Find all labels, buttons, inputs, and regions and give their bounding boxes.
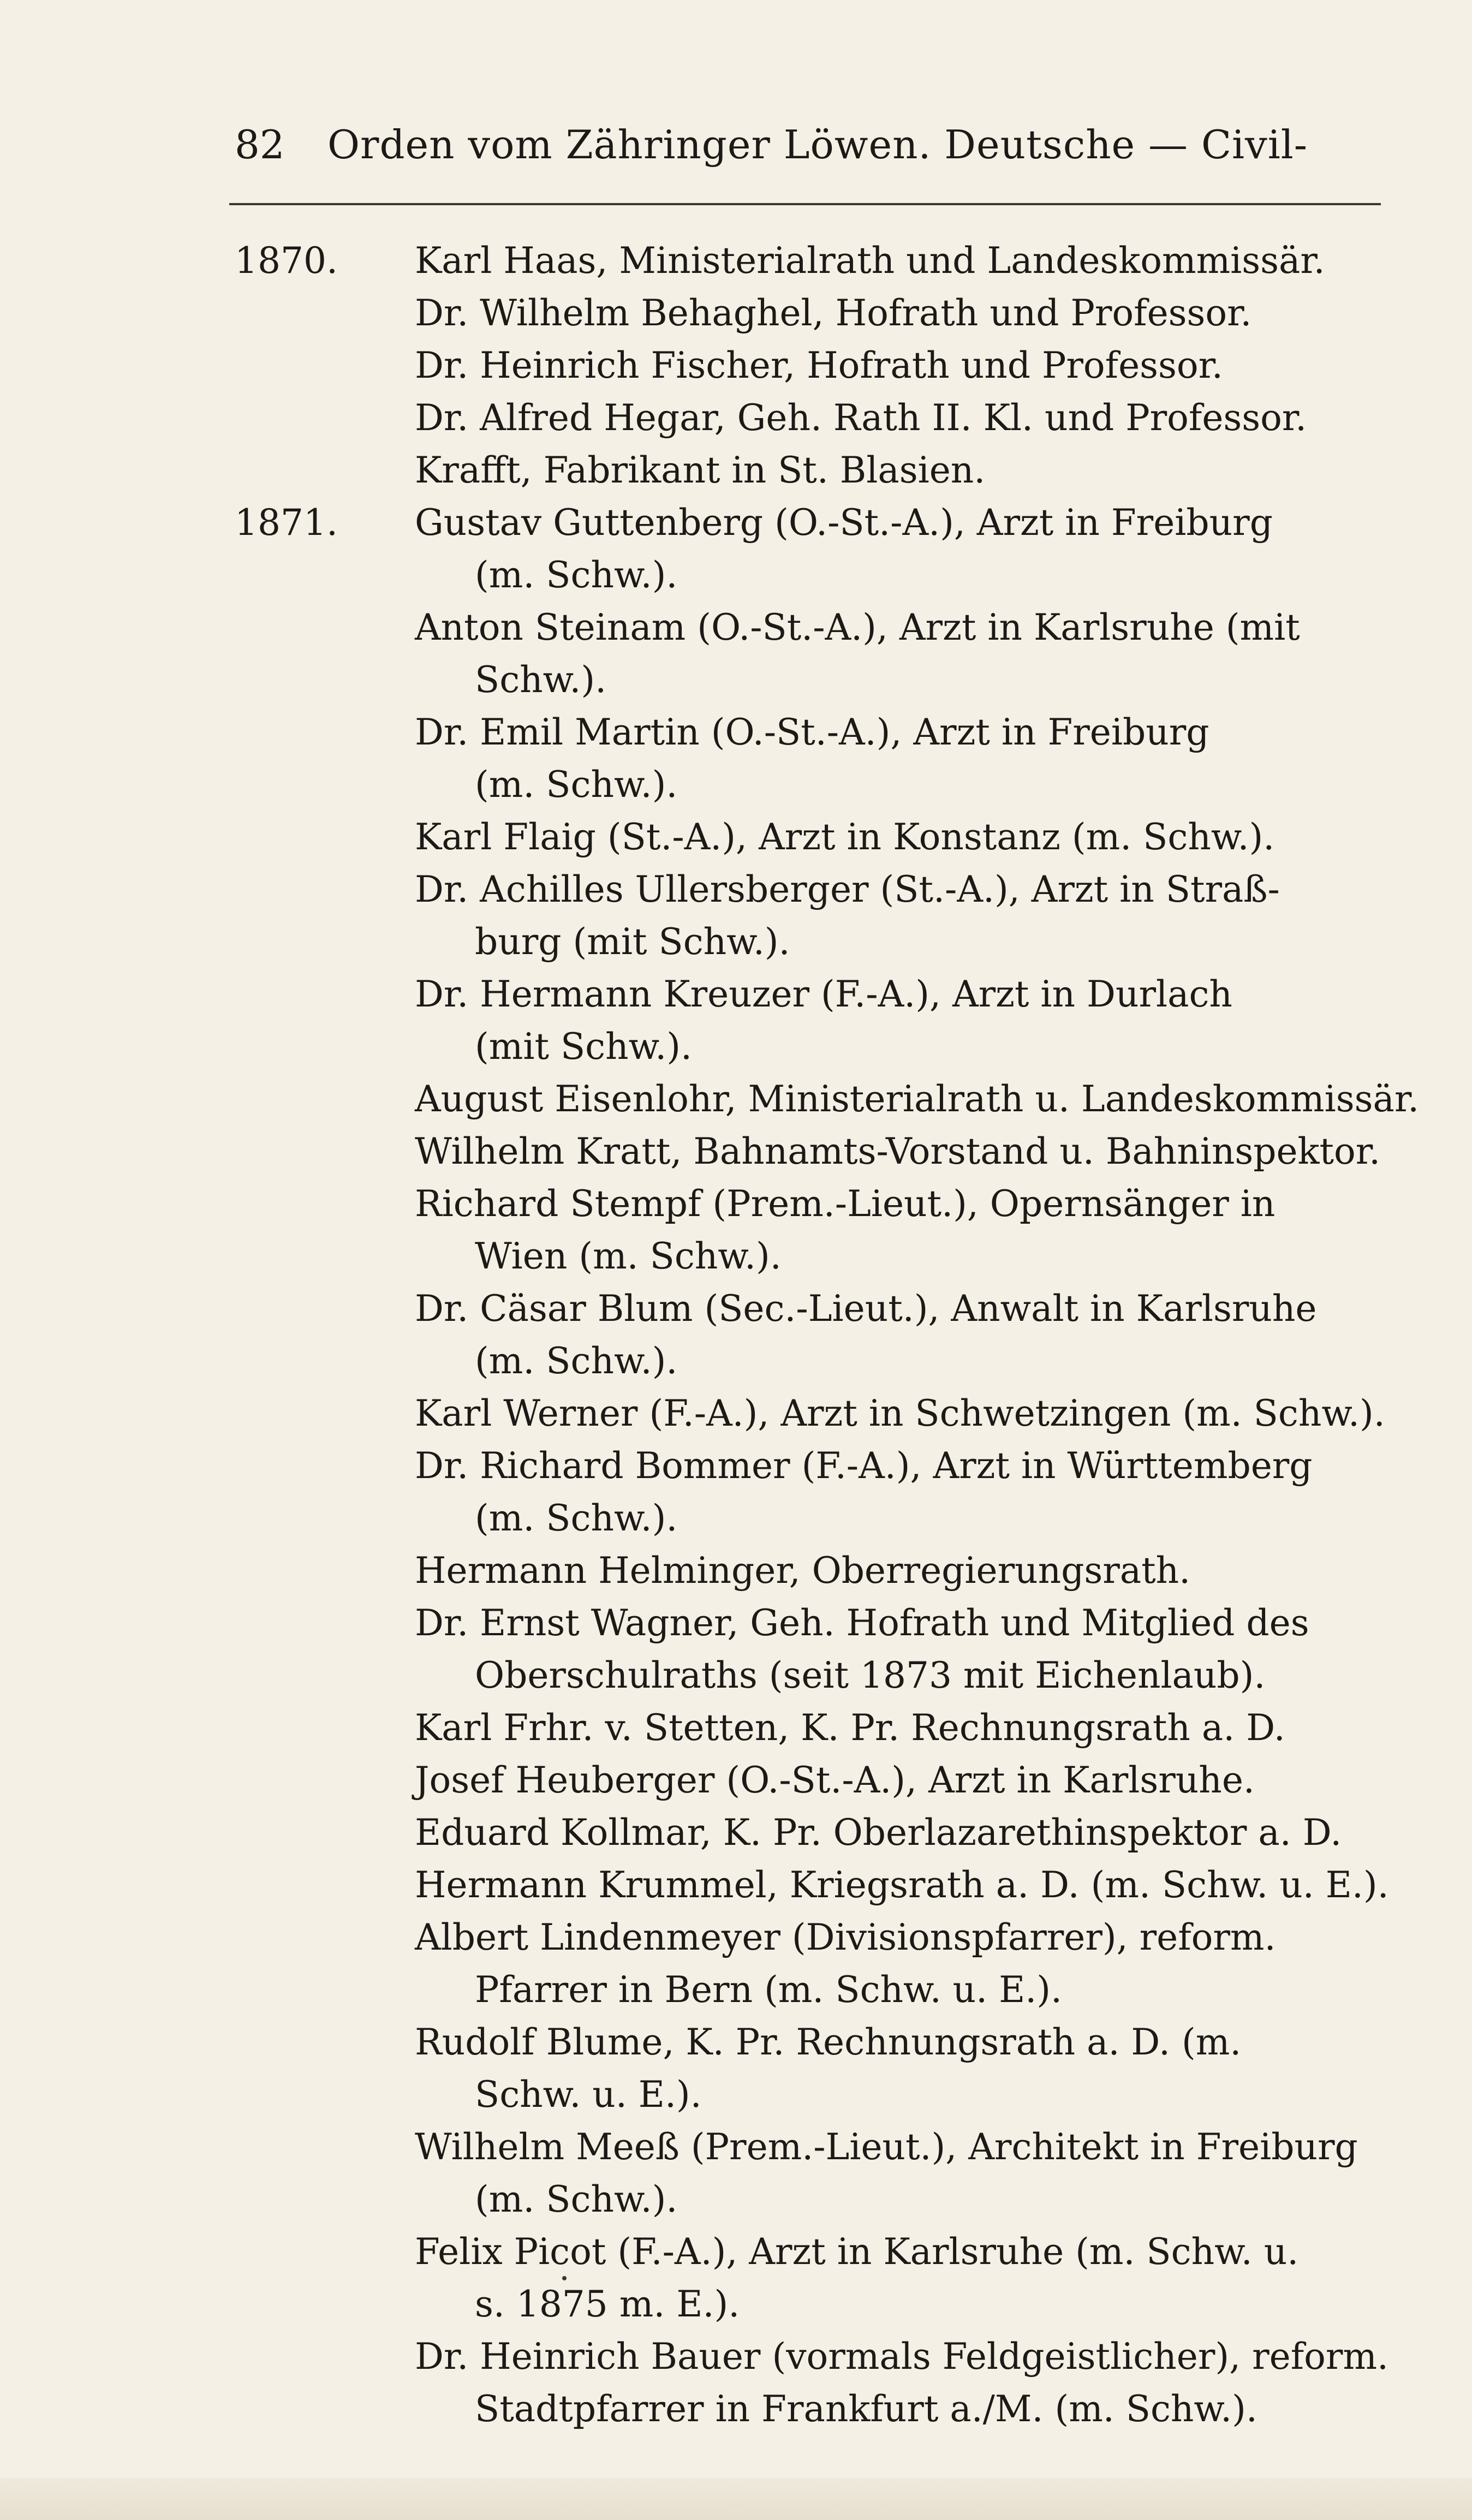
entry-text: Wilhelm Meeß (Prem.-Lieut.), Architekt in Freiburg [415, 2126, 1358, 2168]
header-rule [229, 203, 1381, 205]
entry-text: Anton Steinam (O.-St.-A.), Arzt in Karlsruhe (mit [415, 606, 1300, 648]
list-item [235, 235, 1370, 287]
entry-text: Felix Picot (F.-A.), Arzt in Karlsruhe (m. Schw. u. [415, 2231, 1299, 2273]
entry-text: Dr. Hermann Kreuzer (F.-A.), Arzt in Durlach [415, 973, 1232, 1015]
entry-continuation: (m. Schw.). [475, 1497, 678, 1539]
page-bottom-edge [0, 2478, 1472, 2520]
list-item [235, 2121, 1370, 2226]
honors-list [235, 235, 1420, 2435]
list-item [235, 2226, 1370, 2331]
entry-continuation: burg (mit Schw.). [475, 921, 790, 963]
entry-continuation: (m. Schw.). [475, 764, 678, 806]
list-item [235, 392, 1370, 444]
list-item [235, 2016, 1370, 2121]
list-item [235, 811, 1370, 863]
list-item [235, 1807, 1370, 1859]
entry-continuation: s. 1875 m. E.). [475, 2283, 740, 2325]
entry-text: Krafft, Fabrikant in St. Blasien. [415, 449, 986, 491]
entry-text: Gustav Guttenberg (O.-St.-A.), Arzt in Freiburg [415, 502, 1273, 544]
list-item [235, 1597, 1370, 1702]
page-number: 82 [235, 122, 285, 168]
entry-continuation: Pfarrer in Bern (m. Schw. u. E.). [475, 1969, 1063, 2011]
list-item [235, 1754, 1370, 1807]
list-item [235, 1387, 1385, 1440]
list-item [235, 497, 1370, 601]
entry-text: Dr. Alfred Hegar, Geh. Rath II. Kl. und Professor. [415, 397, 1307, 439]
list-item [235, 1859, 1389, 1911]
entry-text: Josef Heuberger (O.-St.-A.), Arzt in Karlsruhe. [415, 1759, 1255, 1801]
list-item [235, 1283, 1370, 1387]
list-item [235, 1911, 1370, 2016]
entry-text: Karl Flaig (St.-A.), Arzt in Konstanz (m. Schw.). [415, 816, 1275, 858]
running-header [235, 115, 1375, 175]
entry-text: Wilhelm Kratt, Bahnamts-Vorstand u. Bahninspektor. [415, 1130, 1381, 1172]
list-item [235, 287, 1370, 339]
entry-text: Albert Lindenmeyer (Divisionspfarrer), reform. [415, 1916, 1276, 1958]
entry-text: Richard Stempf (Prem.-Lieut.), Opernsänger in [415, 1183, 1276, 1225]
entry-text: Dr. Ernst Wagner, Geh. Hofrath und Mitglied des [415, 1602, 1309, 1644]
entry-text: Dr. Cäsar Blum (Sec.-Lieut.), Anwalt in Karlsruhe [415, 1288, 1317, 1330]
entry-text: Karl Haas, Ministerialrath und Landeskommissär. [415, 240, 1325, 282]
list-item [235, 1545, 1370, 1597]
list-item [235, 863, 1370, 968]
entry-text: Rudolf Blume, K. Pr. Rechnungsrath a. D. (m. [415, 2021, 1242, 2063]
entry-text: August Eisenlohr, Ministerialrath u. Landeskommissär. [415, 1078, 1420, 1120]
entry-text: Hermann Helminger, Oberregierungsrath. [415, 1550, 1191, 1592]
entry-text: Dr. Richard Bommer (F.-A.), Arzt in Württemberg [415, 1445, 1313, 1487]
entry-continuation: (mit Schw.). [475, 1026, 692, 1068]
running-title: Orden vom Zähringer Löwen. Deutsche — Civil- [327, 122, 1308, 168]
list-item [235, 2331, 1388, 2435]
entry-year: 1871. [235, 502, 338, 544]
entry-text: Karl Werner (F.-A.), Arzt in Schwetzingen (m. Schw.). [415, 1392, 1385, 1434]
list-item [235, 339, 1370, 392]
list-item [235, 1702, 1370, 1754]
list-item [235, 444, 1370, 497]
printer-dot [562, 2276, 567, 2280]
list-item [235, 706, 1370, 811]
entry-continuation: (m. Schw.). [475, 1340, 678, 1382]
list-item [235, 968, 1370, 1073]
entry-text: Dr. Heinrich Fischer, Hofrath und Professor. [415, 344, 1223, 386]
entry-text: Dr. Emil Martin (O.-St.-A.), Arzt in Freiburg [415, 711, 1209, 753]
entry-continuation: Wien (m. Schw.). [475, 1235, 782, 1277]
list-item [235, 1440, 1370, 1545]
entry-continuation: (m. Schw.). [475, 2178, 678, 2220]
entry-text: Karl Frhr. v. Stetten, K. Pr. Rechnungsrath a. D. [415, 1707, 1285, 1749]
entry-text: Eduard Kollmar, K. Pr. Oberlazarethinspektor a. D. [415, 1812, 1342, 1854]
list-item [235, 1125, 1381, 1178]
entry-continuation: Oberschulraths (seit 1873 mit Eichenlaub). [475, 1654, 1266, 1696]
entry-continuation: (m. Schw.). [475, 554, 678, 596]
list-item [235, 1073, 1420, 1125]
entry-continuation: Schw.). [475, 659, 607, 701]
entry-year: 1870. [235, 240, 338, 282]
entry-text: Dr. Wilhelm Behaghel, Hofrath und Professor. [415, 292, 1252, 334]
entry-text: Dr. Heinrich Bauer (vormals Feldgeistlicher), reform. [415, 2336, 1388, 2378]
entry-text: Hermann Krummel, Kriegsrath a. D. (m. Schw. u. E.). [415, 1864, 1389, 1906]
list-item [235, 601, 1370, 706]
list-item [235, 1178, 1370, 1283]
entry-continuation: Schw. u. E.). [475, 2074, 702, 2116]
entry-text: Dr. Achilles Ullersberger (St.-A.), Arzt in Straß- [415, 868, 1280, 910]
entry-continuation: Stadtpfarrer in Frankfurt a./M. (m. Schw.). [475, 2388, 1258, 2430]
